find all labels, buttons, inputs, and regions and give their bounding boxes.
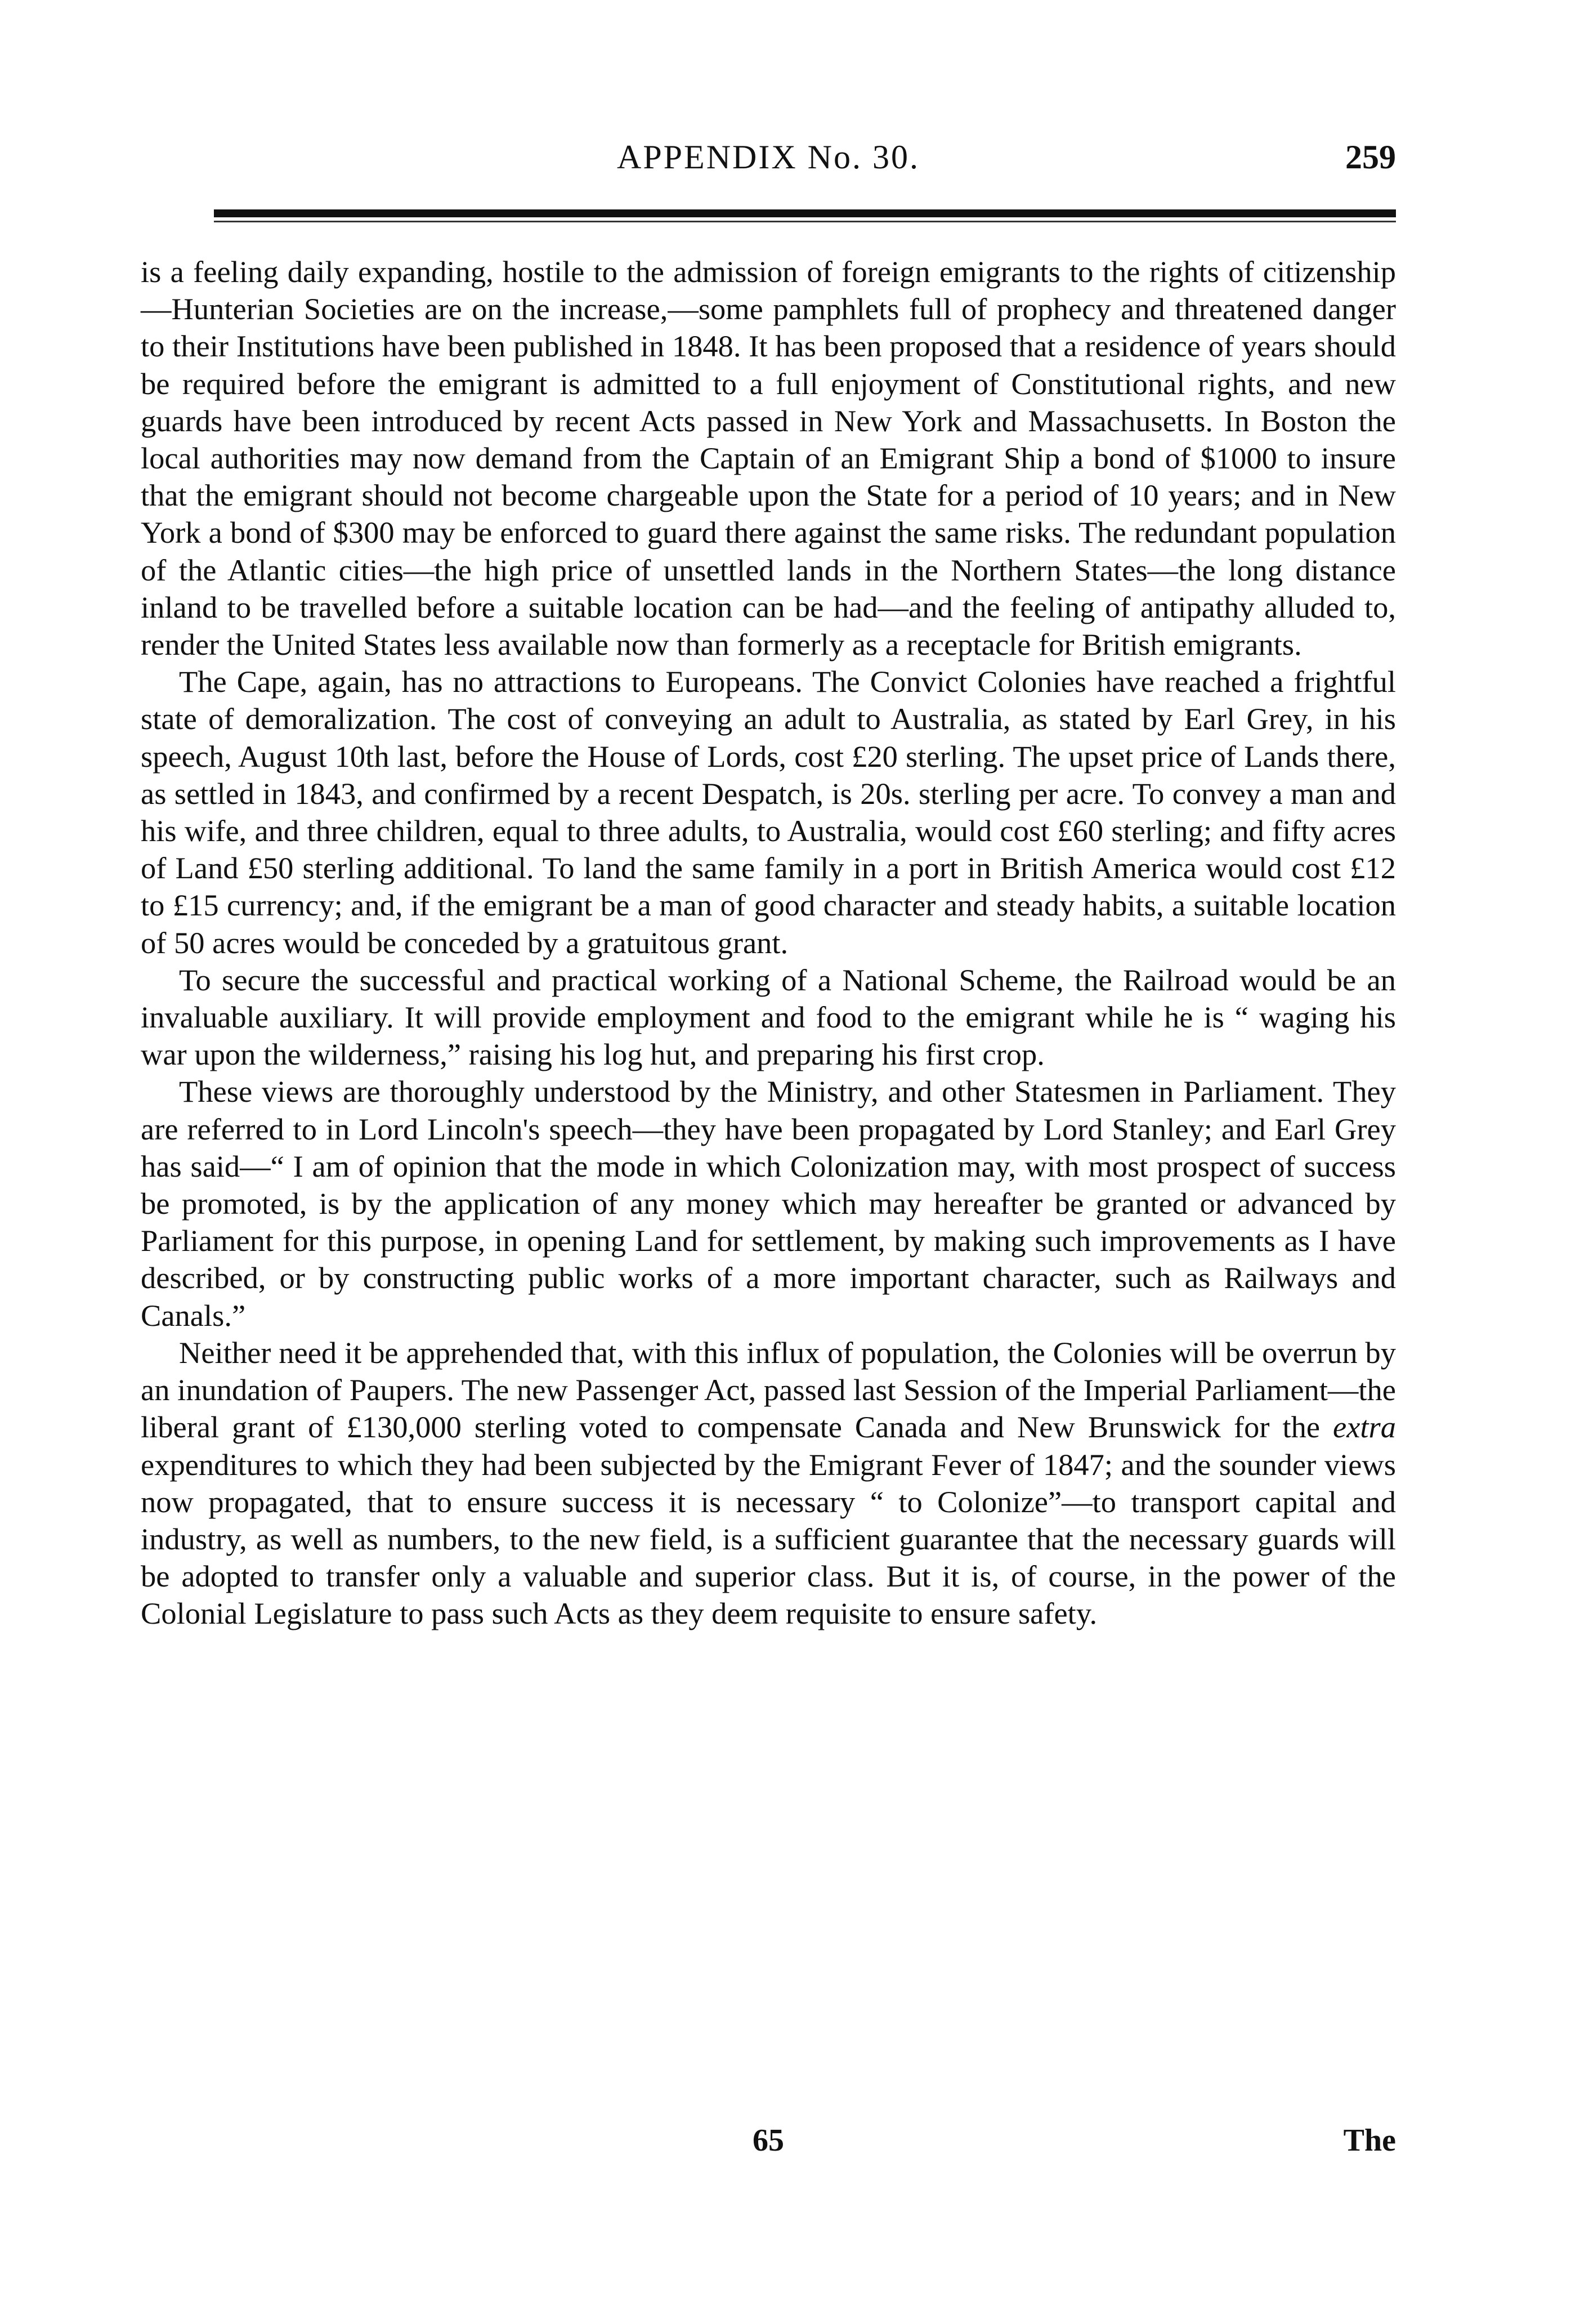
signature-mark: 65 — [753, 2123, 784, 2158]
paragraph-paupers — [141, 1334, 1396, 1633]
paragraph-continuation: is a feeling daily expanding, hostile to the admission of foreign emigrants to the rights of citizenship—Hunterian Societies are on the increase,—some pamphlets full of prophecy and threatened danger to their Institutions have been published in 1848. It has been proposed that a residence of years should be required before the emigrant is admitted to a full enjoyment of Constitutional rights, and new guards have been introduced by recent Acts passed in New York and Massachusetts. In Boston the local authorities may now demand from the Captain of an Emigrant Ship a bond of $1000 to insure that the emigrant should not become chargeable upon the State for a period of 10 years; and in New York a bond of $300 may be enforced to guard there against the same risks. The redundant population of the Atlantic cities—the high price of unsettled lands in the Northern States—the long distance inland to be travelled before a suitable location can be had—and the feeling of antipathy alluded to, render the United States less available now than formerly as a receptacle for British emigrants. — [141, 254, 1396, 662]
page-number: 259 — [1345, 138, 1396, 176]
running-title: APPENDIX No. 30. — [616, 138, 920, 176]
paragraph-ministry: These views are thoroughly understood by the Ministry, and other Statesmen in Parliament. They are referred to in Lord Lincoln's speech—they have been propagated by Lord Stanley; and Earl Grey has said—“ I am of opinion that the mode in which Colonization may, with most prospect of success be promoted, is by the application of any money which may hereafter be granted or advanced by Parliament for this purpose, in opening Land for settlement, by making such improvements as I have described, or by constructing public works of a more important character, such as Railways and Canals.” — [141, 1074, 1396, 1333]
paragraph-paupers-part2: expenditures to which they had been subjected by the Emigrant Fever of 1847; and the sounder views now propagated, that to ensure success it is necessary “ to Colonize”—to transport capital and industry, as well as numbers, to the new field, is a sufficient guarantee that the necessary guards will be adopted to transfer only a valuable and superior class. But it is, of course, in the power of the Colonial Legislature to pass such Acts as they deem requisite to ensure safety. — [141, 1447, 1396, 1631]
header-rule-thick — [214, 209, 1396, 217]
paragraph-paupers-emphasis: extra — [1333, 1410, 1396, 1445]
paragraph-paupers-part1: Neither need it be apprehended that, with this influx of population, the Colonies will be overrun by an inundation of Paupers. The new Passenger Act, passed last Session of the Imperial Parliament—the liberal grant of £130,000 sterling voted to compensate Canada and New Brunswick for the — [141, 1335, 1396, 1445]
body-text — [141, 253, 1396, 1633]
paragraph-cape: The Cape, again, has no attractions to Europeans. The Convict Colonies have reached a frightful state of demoralization. The cost of conveying an adult to Australia, as stated by Earl Grey, in his speech, August 10th last, before the House of Lords, cost £20 sterling. The upset price of Lands there, as settled in 1843, and confirmed by a recent Despatch, is 20s. sterling per acre. To convey a man and his wife, and three children, equal to three adults, to Australia, would cost £60 sterling; and fifty acres of Land £50 sterling additional. To land the same family in a port in British America would cost £12 to £15 currency; and, if the emigrant be a man of good character and steady habits, a suitable location of 50 acres would be conceded by a gratuitous grant. — [141, 664, 1396, 960]
header-rule-thin — [214, 221, 1396, 222]
running-head — [141, 138, 1396, 189]
page-footer — [141, 2122, 1396, 2167]
paragraph-railroad: To secure the successful and practical working of a National Scheme, the Railroad would be an invaluable auxiliary. It will provide employment and food to the emigrant while he is “ waging his war upon the wilderness,” raising his log hut, and preparing his first crop. — [141, 962, 1396, 1072]
catchword: The — [1343, 2123, 1396, 2158]
